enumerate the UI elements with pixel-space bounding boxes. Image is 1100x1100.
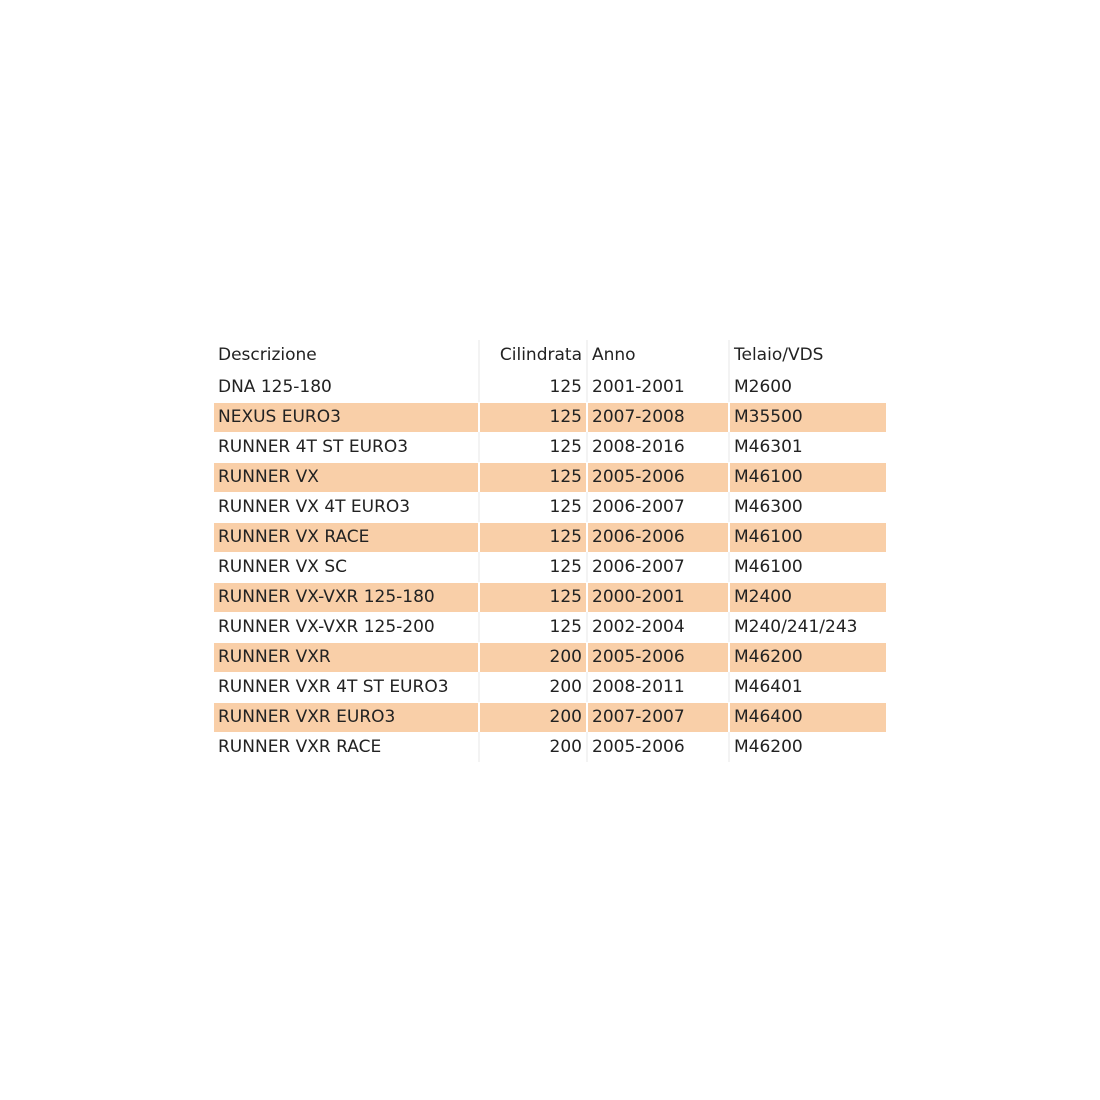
table-row bbox=[214, 552, 886, 582]
cell-description: RUNNER VXR bbox=[214, 642, 478, 672]
table-row bbox=[214, 732, 886, 762]
table-row bbox=[214, 642, 886, 672]
cell-year: 2008-2016 bbox=[586, 432, 728, 462]
table-row bbox=[214, 702, 886, 732]
table-header bbox=[214, 340, 886, 372]
cell-year: 2006-2006 bbox=[586, 522, 728, 552]
cell-displacement: 125 bbox=[478, 462, 586, 492]
cell-displacement: 125 bbox=[478, 552, 586, 582]
cell-displacement: 125 bbox=[478, 432, 586, 462]
table-row bbox=[214, 672, 886, 702]
cell-year: 2000-2001 bbox=[586, 582, 728, 612]
cell-frame: M46200 bbox=[728, 642, 886, 672]
cell-frame: M35500 bbox=[728, 402, 886, 432]
cell-frame: M46400 bbox=[728, 702, 886, 732]
cell-frame: M46300 bbox=[728, 492, 886, 522]
cell-frame: M46301 bbox=[728, 432, 886, 462]
table-row bbox=[214, 582, 886, 612]
cell-displacement: 200 bbox=[478, 702, 586, 732]
cell-frame: M46100 bbox=[728, 522, 886, 552]
cell-displacement: 125 bbox=[478, 522, 586, 552]
table-row bbox=[214, 522, 886, 552]
cell-displacement: 125 bbox=[478, 492, 586, 522]
cell-year: 2002-2004 bbox=[586, 612, 728, 642]
cell-description: RUNNER VX RACE bbox=[214, 522, 478, 552]
table-row bbox=[214, 372, 886, 402]
cell-year: 2005-2006 bbox=[586, 732, 728, 762]
cell-description: RUNNER VX 4T EURO3 bbox=[218, 497, 411, 517]
cell-frame: M46100 bbox=[728, 462, 886, 492]
table-body bbox=[214, 372, 886, 762]
cell-year: 2005-2006 bbox=[586, 462, 728, 492]
header-row bbox=[214, 340, 886, 372]
cell-frame: M46200 bbox=[728, 732, 886, 762]
cell-description: RUNNER VXR EURO3 bbox=[214, 702, 478, 732]
cell-description: RUNNER VX SC bbox=[218, 557, 347, 577]
cell-description: RUNNER VX-VXR 125-180 bbox=[214, 582, 478, 612]
cell-description: RUNNER VX bbox=[214, 462, 478, 492]
cell-frame: M240/241/243 bbox=[728, 612, 886, 642]
cell-frame: M2600 bbox=[728, 372, 886, 402]
table-row bbox=[214, 492, 886, 522]
cell-displacement: 200 bbox=[478, 732, 586, 762]
table-row bbox=[214, 432, 886, 462]
cell-year: 2007-2007 bbox=[586, 702, 728, 732]
cell-description: DNA 125-180 bbox=[218, 377, 332, 397]
cell-year: 2008-2011 bbox=[586, 672, 728, 702]
table-row bbox=[214, 402, 886, 432]
vehicle-compatibility-table bbox=[214, 340, 886, 762]
table-row bbox=[214, 462, 886, 492]
cell-description: NEXUS EURO3 bbox=[214, 402, 478, 432]
header-year: Anno bbox=[586, 340, 728, 372]
cell-frame: M46401 bbox=[728, 672, 886, 702]
cell-displacement: 200 bbox=[478, 672, 586, 702]
cell-displacement: 125 bbox=[478, 582, 586, 612]
cell-displacement: 125 bbox=[478, 402, 586, 432]
header-displacement: Cilindrata bbox=[478, 340, 586, 372]
cell-year: 2006-2007 bbox=[586, 552, 728, 582]
header-description: Descrizione bbox=[218, 344, 317, 365]
cell-displacement: 125 bbox=[478, 372, 586, 402]
cell-displacement: 200 bbox=[478, 642, 586, 672]
cell-description: RUNNER VX-VXR 125-200 bbox=[218, 617, 435, 637]
cell-displacement: 125 bbox=[478, 612, 586, 642]
table-row bbox=[214, 612, 886, 642]
cell-frame: M46100 bbox=[728, 552, 886, 582]
cell-frame: M2400 bbox=[728, 582, 886, 612]
cell-year: 2006-2007 bbox=[586, 492, 728, 522]
cell-year: 2001-2001 bbox=[586, 372, 728, 402]
header-frame: Telaio/VDS bbox=[728, 340, 886, 372]
cell-year: 2007-2008 bbox=[586, 402, 728, 432]
cell-year: 2005-2006 bbox=[586, 642, 728, 672]
cell-description: RUNNER VXR 4T ST EURO3 bbox=[218, 677, 449, 697]
cell-description: RUNNER 4T ST EURO3 bbox=[218, 437, 409, 457]
cell-description: RUNNER VXR RACE bbox=[218, 737, 382, 757]
